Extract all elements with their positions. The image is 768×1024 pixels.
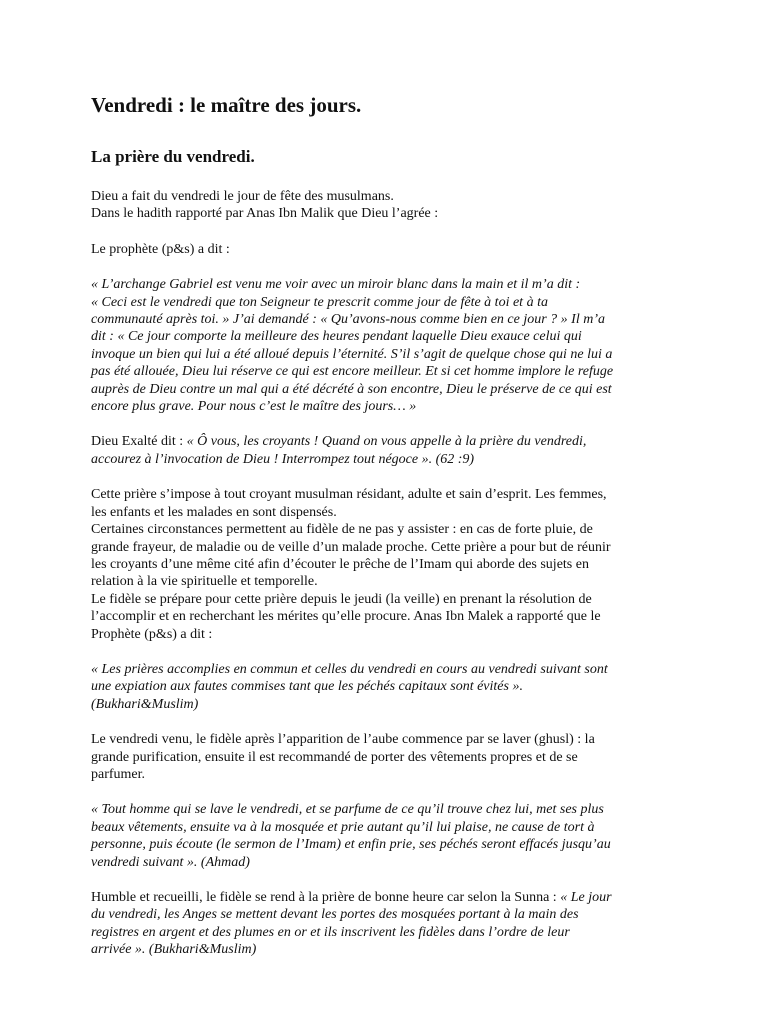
section-heading: La prière du vendredi. xyxy=(91,147,255,166)
quote-line: personne, puis écoute (le sermon de l’Imam) et enfin prie, ses péchés seront effacés jusqu’au xyxy=(91,837,611,853)
quote-line: beaux vêtements, ensuite va à la mosquée et prie autant qu’il lui plaise, ne cause de tort à xyxy=(91,819,595,835)
gabriel-quote xyxy=(91,276,676,415)
document-title: Vendredi : le maître des jours. xyxy=(91,93,362,117)
text-line xyxy=(91,889,676,906)
quote-line: encore plus grave. Pour nous c’est le maître des jours… » xyxy=(91,399,417,415)
quote-line: dit : « Ce jour comporte la meilleure des heures pendant laquelle Dieu exauce celui qui xyxy=(91,329,582,345)
text-line: Prophète (p&s) a dit : xyxy=(91,626,213,642)
text-line: grande frayeur, de maladie ou de veille d’un malade proche. Cette prière a pour but de réunir xyxy=(91,539,611,555)
text-line: relation à la vie spirituelle et temporelle. xyxy=(91,574,318,590)
quote-line: une expiation aux fautes commises tant que les péchés capitaux sont évités ». xyxy=(91,679,523,695)
text-line: Le fidèle se prépare pour cette prière depuis le jeudi (la veille) en prenant la résolution de xyxy=(91,591,592,607)
quote-line: auprès de Dieu contre un mal qui a été décrété à son encontre, Dieu le préserve de ce qui est xyxy=(91,381,612,397)
text-line: parfumer. xyxy=(91,766,146,782)
exalted-verse-paragraph xyxy=(91,433,676,468)
text-line: Le vendredi venu, le fidèle après l’apparition de l’aube commence par se laver (ghusl) : la xyxy=(91,732,595,748)
text-line: Certaines circonstances permettent au fidèle de ne pas y assister : en cas de forte pluie, de xyxy=(91,522,593,538)
text-line xyxy=(91,433,676,450)
text-line: grande purification, ensuite il est recommandé de porter des vêtements propres et de se xyxy=(91,749,578,765)
quote-line: « Tout homme qui se lave le vendredi, et se parfume de ce qu’il trouve chez lui, met ses plus xyxy=(91,802,604,818)
verse-text: « Ô vous, les croyants ! Quand on vous appelle à la prière du vendredi, xyxy=(186,434,587,450)
text-line: Cette prière s’impose à tout croyant musulman résidant, adulte et sain d’esprit. Les femmes, xyxy=(91,487,607,503)
obligation-paragraph xyxy=(91,486,676,643)
sunna-quote: registres en argent et des plumes en or et ils inscrivent les fidèles dans l’ordre de leur xyxy=(91,924,570,940)
quote-line: « L’archange Gabriel est venu me voir avec un miroir blanc dans la main et il m’a dit : xyxy=(91,277,581,293)
purification-paragraph xyxy=(91,731,676,783)
verse-text: accourez à l’invocation de Dieu ! Interrompez tout négoce ». (62 :9) xyxy=(91,451,475,467)
quote-line: (Bukhari&Muslim) xyxy=(91,696,199,712)
quote-line: vendredi suivant ». (Ahmad) xyxy=(91,854,250,870)
prayers-quote xyxy=(91,661,676,713)
quote-line: « Les prières accomplies en commun et celles du vendredi en cours au vendredi suivant sont xyxy=(91,661,608,677)
sunna-quote: « Le jour xyxy=(560,890,612,905)
quote-line: communauté après toi. » J’ai demandé : « Qu’avons-nous comme bien en ce jour ? » Il m’a xyxy=(91,312,605,328)
text-line: les croyants d’une même cité afin d’écouter le prêche de l’Imam qui aborde des sujets en xyxy=(91,556,589,572)
sunna-quote: du vendredi, les Anges se mettent devant les portes des mosquées portant à la main des xyxy=(91,907,579,923)
intro-paragraph xyxy=(91,188,676,223)
sunna-quote: arrivée ». (Bukhari&Muslim) xyxy=(91,942,257,958)
quote-line: « Ceci est le vendredi que ton Seigneur te prescrit comme jour de fête à toi et à ta xyxy=(91,294,548,310)
text-line: Dieu a fait du vendredi le jour de fête des musulmans. xyxy=(91,189,394,204)
verse-intro: Dieu Exalté dit : xyxy=(91,434,187,450)
washing-quote xyxy=(91,801,676,871)
text-line: Le prophète (p&s) a dit : xyxy=(91,241,230,257)
sunna-intro: Humble et recueilli, le fidèle se rend à la prière de bonne heure car selon la Sunna : xyxy=(91,890,561,905)
angels-paragraph xyxy=(91,889,676,959)
document-page xyxy=(91,86,676,959)
quote-line: invoque un bien qui lui a été alloué depuis l’éternité. S’il s’agit de quelque chose qui ne lui a xyxy=(91,346,613,362)
quote-line: pas été allouée, Dieu lui réserve ce qui est encore meilleur. Et si cet homme implore le refuge xyxy=(91,364,614,380)
text-line: les enfants et les malades en sont dispensés. xyxy=(91,504,337,520)
prophet-said-paragraph xyxy=(91,241,676,258)
text-line: Dans le hadith rapporté par Anas Ibn Malik que Dieu l’agrée : xyxy=(91,206,439,222)
text-line: l’accomplir et en recherchant les mérites qu’elle procure. Anas Ibn Malek a rapporté que le xyxy=(91,609,601,625)
